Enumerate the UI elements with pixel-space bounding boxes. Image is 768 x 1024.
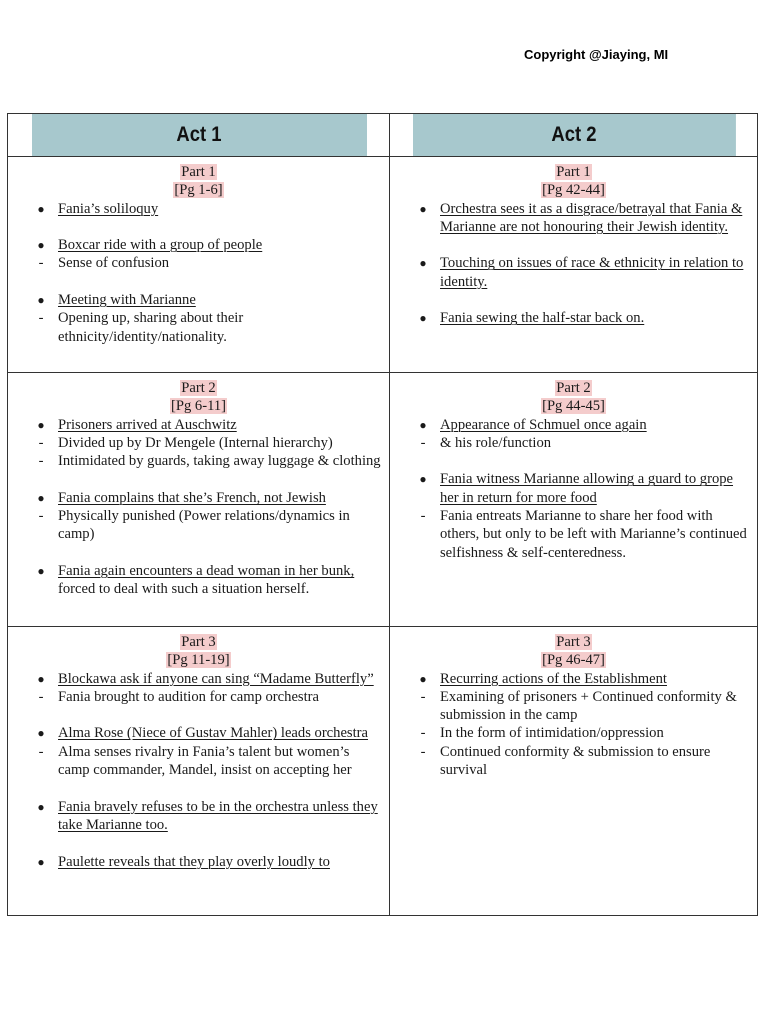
bullet-point	[414, 254, 749, 291]
point-text: Touching on issues of race & ethnicity in relation to identity.	[440, 255, 744, 290]
spacer	[414, 452, 749, 470]
part-label: Part 2	[181, 380, 216, 396]
sub-point	[32, 309, 381, 346]
point-text: Divided up by Dr Mengele (Internal hierarchy)	[58, 434, 333, 451]
part-heading	[16, 163, 381, 200]
bullet-point	[414, 200, 749, 237]
page-range: [Pg 11-19]	[167, 652, 230, 669]
spacer	[414, 291, 749, 309]
part-label: Part 3	[556, 634, 591, 650]
bullet-icon: ●	[37, 293, 45, 308]
bullet-icon: ●	[37, 726, 45, 741]
point-text: Examining of prisoners + Continued conformity & submission in the camp	[440, 688, 737, 724]
dash-icon: -	[38, 508, 44, 525]
bullet-point	[32, 724, 381, 742]
part-label: Part 3	[181, 634, 216, 650]
bullet-point	[414, 470, 749, 507]
bullet-point	[32, 291, 381, 309]
point-text: In the form of intimidation/oppression	[440, 725, 664, 742]
spacer	[32, 544, 381, 562]
sub-point	[32, 688, 381, 706]
bullet-icon: ●	[419, 472, 427, 487]
point-text: & his role/function	[440, 434, 552, 451]
sub-point	[414, 507, 749, 562]
bullet-icon: ●	[419, 256, 427, 271]
bullet-icon: ●	[37, 563, 45, 578]
table-row	[8, 373, 758, 627]
spacer	[32, 218, 381, 236]
dash-icon: -	[38, 255, 44, 272]
header-row	[8, 114, 758, 157]
part-heading	[398, 163, 749, 200]
sub-point	[32, 434, 381, 452]
act2-part-cell	[390, 373, 758, 627]
point-text: Fania witness Marianne allowing a guard to grope her in return for more food	[440, 471, 734, 506]
point-text: Boxcar ride with a group of people	[58, 237, 263, 254]
dash-icon: -	[38, 453, 44, 470]
table-row	[8, 157, 758, 373]
bullet-point	[414, 309, 749, 327]
point-text: Fania’s soliloquy	[58, 200, 159, 217]
bullet-point	[32, 416, 381, 434]
sub-point	[414, 743, 749, 780]
dash-icon: -	[420, 434, 426, 451]
sub-point	[32, 254, 381, 272]
act2-part-cell	[390, 157, 758, 373]
point-text: Fania entreats Marianne to share her food with others, but only to be left with Marianne’s continued selfishness & self-centeredness.	[440, 508, 747, 561]
act1-part-cell	[8, 373, 390, 627]
point-text: Continued conformity & submission to ensure survival	[440, 743, 711, 779]
point-text: Sense of confusion	[58, 255, 170, 272]
act1-header: Act 1	[30, 114, 366, 157]
sub-point	[414, 688, 749, 725]
sub-point	[32, 743, 381, 780]
bullet-icon: ●	[419, 311, 427, 326]
point-text: Blockawa ask if anyone can sing “Madame Butterfly”	[58, 670, 374, 687]
dash-icon: -	[420, 725, 426, 742]
page-range: [Pg 42-44]	[542, 182, 605, 199]
point-text: Fania again encounters a dead woman in her bunk,	[58, 562, 355, 579]
dash-icon: -	[38, 743, 44, 760]
point-text: Physically punished (Power relations/dynamics in camp)	[58, 508, 350, 543]
bullet-point	[32, 489, 381, 507]
spacer	[32, 779, 381, 797]
point-text: Paulette reveals that they play overly loudly to	[58, 853, 330, 870]
bullet-icon: ●	[37, 490, 45, 505]
page-range: [Pg 46-47]	[542, 652, 605, 669]
point-text: Appearance of Schmuel once again	[440, 416, 647, 433]
table-row	[8, 627, 758, 916]
sub-point	[32, 507, 381, 544]
spacer	[414, 236, 749, 254]
dash-icon: -	[38, 688, 44, 705]
point-text: Fania brought to audition for camp orchestra	[58, 688, 319, 705]
bullet-icon: ●	[37, 671, 45, 686]
page-range: [Pg 6-11]	[171, 398, 226, 415]
bullet-icon: ●	[37, 854, 45, 869]
act1-part-cell	[8, 627, 390, 916]
bullet-icon: ●	[419, 671, 427, 686]
sub-point	[32, 452, 381, 470]
part-label: Part 1	[556, 164, 591, 180]
page-range: [Pg 44-45]	[542, 398, 605, 415]
bullet-icon: ●	[419, 417, 427, 432]
sub-point	[414, 724, 749, 742]
part-label: Part 2	[556, 380, 591, 396]
point-text: Meeting with Marianne	[58, 292, 196, 309]
act2-header: Act 2	[412, 114, 736, 157]
bullet-point	[32, 798, 381, 835]
spacer	[32, 706, 381, 724]
bullet-point	[414, 670, 749, 688]
point-text: Fania bravely refuses to be in the orchestra unless they take Marianne too.	[58, 798, 378, 833]
bullet-icon: ●	[37, 238, 45, 253]
point-text: Orchestra sees it as a disgrace/betrayal that Fania & Marianne are not honouring their Jewish identity.	[440, 200, 743, 235]
act2-part-cell	[390, 627, 758, 916]
bullet-icon: ●	[37, 417, 45, 432]
point-text-continuation: forced to deal with such a situation herself.	[58, 581, 310, 598]
dash-icon: -	[420, 508, 426, 525]
copyright-notice: Copyright @Jiaying, MI	[524, 47, 669, 62]
part-heading	[398, 379, 749, 416]
spacer	[32, 273, 381, 291]
point-text: Fania complains that she’s French, not Jewish	[58, 489, 326, 506]
bullet-point	[32, 200, 381, 218]
bullet-point	[32, 562, 381, 599]
act1-part-cell	[8, 157, 390, 373]
sub-point	[414, 434, 749, 452]
point-text: Alma senses rivalry in Fania’s talent but women’s camp commander, Mandel, insist on accepting her	[58, 743, 352, 779]
bullet-point	[32, 853, 381, 871]
bullet-point	[414, 416, 749, 434]
bullet-icon: ●	[419, 201, 427, 216]
point-text: Intimidated by guards, taking away luggage & clothing	[58, 453, 381, 470]
part-label: Part 1	[181, 164, 216, 180]
part-heading	[398, 633, 749, 670]
page-range: [Pg 1-6]	[174, 182, 223, 199]
part-heading	[16, 633, 381, 670]
spacer	[32, 834, 381, 852]
bullet-point	[32, 236, 381, 254]
dash-icon: -	[38, 434, 44, 451]
point-text: Alma Rose (Niece of Gustav Mahler) leads orchestra	[58, 725, 369, 742]
bullet-point	[32, 670, 381, 688]
dash-icon: -	[420, 688, 426, 705]
spacer	[32, 470, 381, 488]
bullet-icon: ●	[37, 201, 45, 216]
dash-icon: -	[38, 310, 44, 327]
part-heading	[16, 379, 381, 416]
bullet-icon: ●	[37, 799, 45, 814]
dash-icon: -	[420, 743, 426, 760]
point-text: Prisoners arrived at Auschwitz	[58, 416, 237, 433]
point-text: Opening up, sharing about their ethnicity/identity/nationality.	[58, 310, 244, 345]
acts-summary-table	[7, 113, 758, 916]
point-text: Fania sewing the half-star back on.	[440, 310, 645, 327]
point-text: Recurring actions of the Establishment	[440, 670, 667, 687]
